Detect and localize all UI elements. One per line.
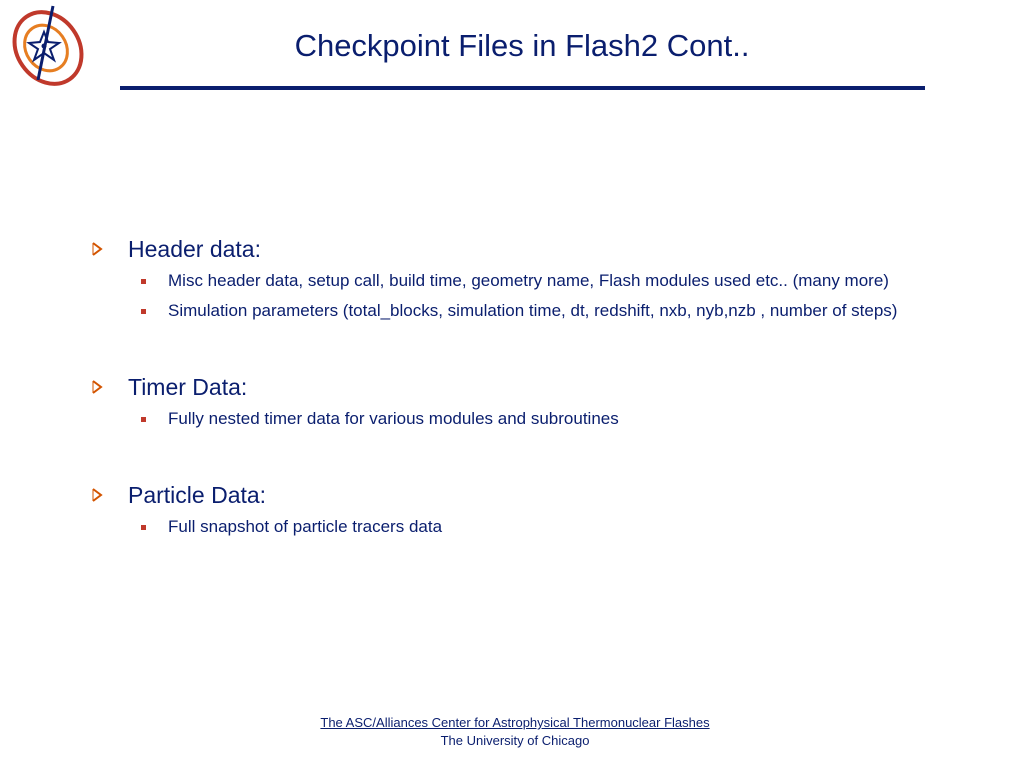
arrow-bullet-icon — [90, 488, 104, 502]
section-header-data — [88, 233, 968, 323]
section-heading-text: Particle Data: — [128, 481, 267, 508]
sub-bullet-list — [88, 515, 968, 539]
section-heading-text: Header data: — [128, 235, 261, 262]
list-item-text: Full snapshot of particle tracers data — [168, 517, 443, 536]
slide-content — [88, 233, 968, 587]
section-particle-data — [88, 479, 968, 539]
flash-center-logo — [8, 2, 88, 92]
section-heading — [88, 233, 968, 265]
title-underline — [120, 86, 925, 90]
footer-university: The University of Chicago — [440, 733, 590, 748]
list-item-text: Misc header data, setup call, build time, geometry name, Flash modules used etc.. (many more) — [168, 271, 889, 290]
square-bullet-icon — [141, 417, 146, 422]
sub-bullet-list — [88, 269, 968, 323]
list-item — [88, 299, 968, 323]
list-item-text: Fully nested timer data for various modules and subroutines — [168, 409, 619, 428]
list-item — [88, 269, 968, 293]
section-heading — [88, 479, 968, 511]
footer-center-link[interactable]: The ASC/Alliances Center for Astrophysical Thermonuclear Flashes — [320, 715, 710, 730]
list-item-text: Simulation parameters (total_blocks, simulation time, dt, redshift, nxb, nyb,nzb , number of steps) — [168, 301, 898, 320]
list-item — [88, 515, 968, 539]
sub-bullet-list — [88, 407, 968, 431]
section-heading-text: Timer Data: — [128, 373, 248, 400]
section-timer-data — [88, 371, 968, 431]
slide-footer — [200, 714, 830, 750]
section-heading — [88, 371, 968, 403]
arrow-bullet-icon — [90, 380, 104, 394]
square-bullet-icon — [141, 525, 146, 530]
square-bullet-icon — [141, 309, 146, 314]
slide-title: Checkpoint Files in Flash2 Cont.. — [294, 28, 750, 63]
list-item — [88, 407, 968, 431]
arrow-bullet-icon — [90, 242, 104, 256]
square-bullet-icon — [141, 279, 146, 284]
